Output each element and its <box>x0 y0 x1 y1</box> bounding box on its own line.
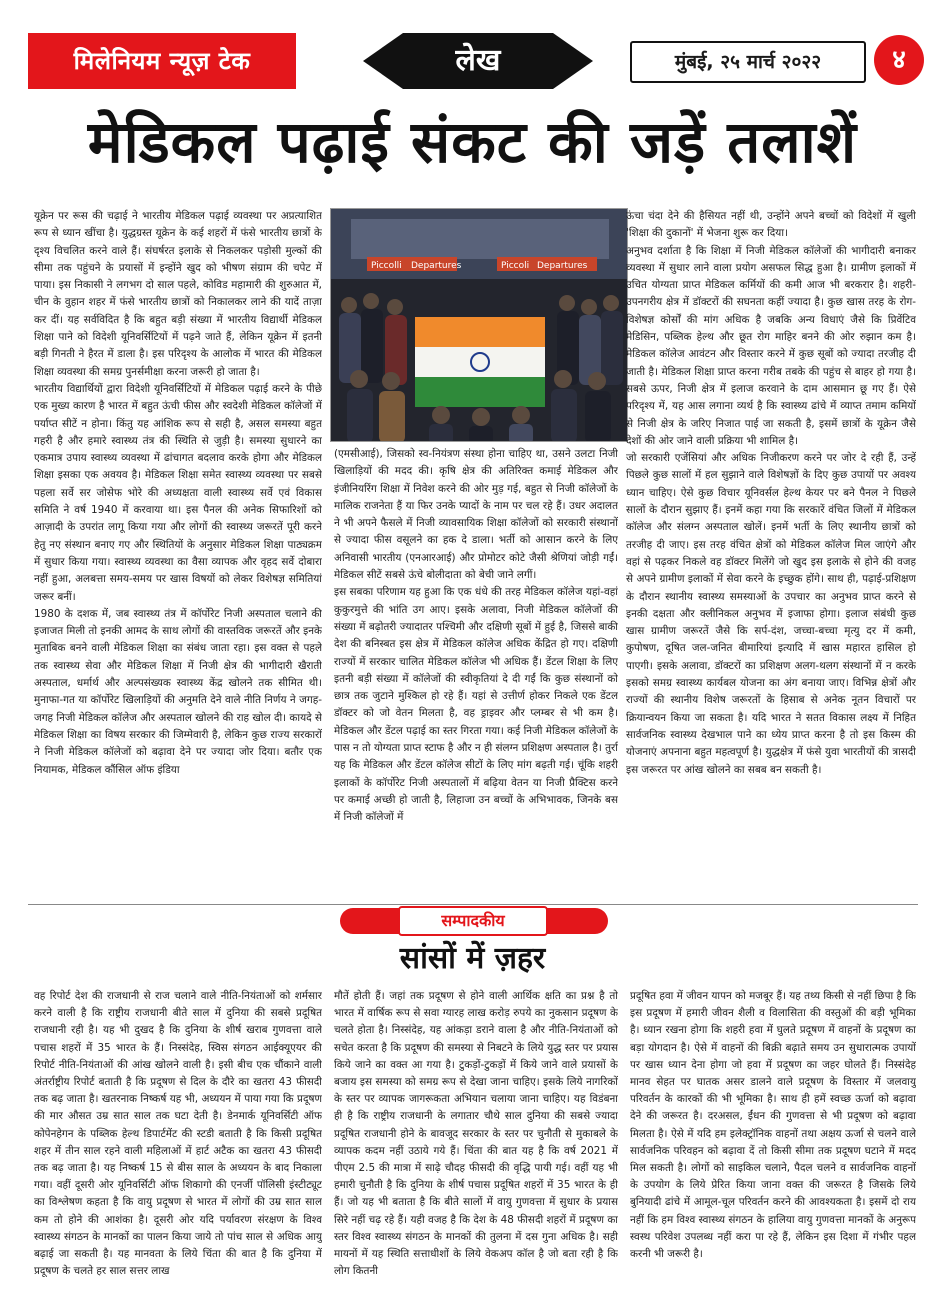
article-paragraph: (एमसीआई), जिसको स्व-नियंत्रण संस्था होना चाहिए था, उसने उलटा निजी खिलाड़ियों की मदद की। कृषि क्षेत्र की अतिरिक्त कमाई मेडिकल और इंजीनियरिंग शिक्षा में निवेश करने की ओर मुड़ गई, बहुत से निजी कॉलेजों के मालिक राजनेता हैं या फिर उनके प्यादों के नाम पर चल रहे हैं। उधर अदालत ने भी अपने फैसले में निजी व्यावसायिक शिक्षा कॉलेजों को सरकारी संस्थानों से ज्यादा फीस वसूलने का हक दे डाला। भर्ती को आसान करने के लिए अनिवासी भारतीय (एनआरआई) और प्रोमोटर कोटे जैसी श्रेणियां जोड़ी गईं। मेडिकल सीटें सबसे ऊंचे बोलीदाता को बेची जाने लगीं। <box>334 448 618 582</box>
page-title: मेडिकल पढ़ाई संकट की जड़ें तलाशें <box>87 108 858 176</box>
editorial-paragraph: प्रदूषित हवा में जीवन यापन को मजबूर हैं। यह तथ्य किसी से नहीं छिपा है कि इस प्रदूषण में हमारी जीवन शैली व विलासिता की वस्तुओं की बड़ी भूमिका है। ध्यान रखना होगा कि शहरी हवा में घुलते प्रदूषण में वाहनों के प्रदूषण का बड़ा योगदान है। ऐसे में वाहनों की बिक्री बढ़ाते समय उन सुधारात्मक उपायों पर खास ध्यान देना होगा जो हवा में प्रदूषण का जहर घोलते हैं। निस्संदेह मानव सेहत पर घातक असर डालने वाले प्रदूषण के विस्तार में जलवायु परिवर्तन के कारकों की भी भूमिका है। साथ ही हमें स्वच्छ ऊर्जा को बढ़ावा देने की जरूरत है। दरअसल, ईंधन की गुणवत्ता से भी प्रदूषण को बढ़ावा मिलता है। ऐसे में यदि हम इलेक्ट्रॉनिक वाहनों तथा अक्षय ऊर्जा से चलने वाले सार्वजनिक परिवहन को बढ़ावा दें तो किसी सीमा तक प्रदूषण घटाने में मदद मिल सकती है। लोगों को साइकिल चलाने, पैदल चलने व सार्वजनिक वाहनों के उपयोग के लिये प्रेरित किया जाना वक्त की जरूरत है जिसके लिये बुनियादी ढांचे में आमूल-चूल परिवर्तन करने की आवश्यकता है। इसमें दो राय नहीं कि हम विश्व स्वास्थ्य संगठन के हालिया वायु गुणवत्ता मानकों के अनुरूप स्वस्थ परिवेश उपलब्ध नहीं करा पा रहे हैं, लेकिन इस दिशा में गंभीर पहल करनी भी जरूरी है। <box>630 990 916 1261</box>
article-column-3 <box>626 208 916 896</box>
article-paragraph: भारतीय विद्यार्थियों द्वारा विदेशी यूनिवर्सिटियों में मेडिकल पढ़ाई करने के पीछे एक मुख्य कारण है भारत में बहुत ऊंची फीस और स्वदेशी मेडिकल कॉलेजों में पर्याप्त सीटें न होना। किंतु यह आंशिक रूप से सही है, असल समस्या बहुत गहरी है और हमारे स्वास्थ्य तंत्र की स्थिति से जुड़ी है। समस्या सुधारने का एकमात्र उपाय स्वास्थ्य व्यवस्था में ढांचागत बदलाव करके होगा और मेडिकल शिक्षा इसका एक अवयव है। मेडिकल शिक्षा समेत स्वास्थ्य व्यवस्था पर सबसे पहला सर्वे सर जोसेफ भोरे की अध्यक्षता वाली स्वास्थ्य सर्वे एवं विकास समिति ने वर्ष 1940 में करवाया था। इस पैनल की अनेक सिफारिशों को आज़ादी के उपरांत लागू किया गया और लोगों की स्वास्थ्य जरूरतें पूरी करने हेतु नए संस्थान बनाए गए और स्थितियों के अनुसार मेडिकल शिक्षा पाठ्यक्रम में सुधार किया गया। स्वास्थ्य व्यवस्था का वैसा व्यापक और वृहद सर्वे दोबारा नहीं हुआ, अलबत्ता समय-समय पर खास विषयों को लेकर विशेषज्ञ समितियां जरूर बनीं। <box>34 382 322 603</box>
sign-text: Piccolli <box>371 261 402 271</box>
section-label: लेख <box>403 33 553 89</box>
sign-text: Piccoli <box>501 261 530 271</box>
article-paragraph: इस सबका परिणाम यह हुआ कि एक धंधे की तरह मेडिकल कॉलेज यहां-वहां कुकुरमुत्ते की भांति उग आए। इसके अलावा, निजी मेडिकल कॉलेजों की संख्या में बढ़ोतरी ज्यादातर पश्चिमी और दक्षिणी सूबों में हुई है, जिससे बाकी देश की बनिस्बत इस क्षेत्र में मेडिकल कॉलेज अधिक केंद्रित हो गए। दक्षिणी राज्यों में सरकार चालित मेडिकल कॉलेज भी अधिक हैं। डेंटल शिक्षा के लिए इतनी बड़ी संख्या में कॉलेजों की स्वीकृतियां दे दी गईं कि कुछ संस्थानों को छात्र तक जुटाने मुश्किल हो रहे हैं। यहां से उत्तीर्ण होकर निकले एक डेंटल डॉक्टर को जो वेतन मिलता है, वह ड्राइवर और प्लम्बर से भी कम है। मेडिकल और डेंटल पढ़ाई का स्तर गिरता गया। कई निजी मेडिकल कॉलेजों के पास न तो योग्यता प्राप्त स्टाफ है और न ही संलग्न प्रशिक्षण अस्पताल है। तुर्रा यह कि मेडिकल और डेंटल कॉलेज सीटों के लिए मांग बढ़ती गई। चूंकि शहरी इलाकों के कॉर्पोरेट निजी अस्पतालों में बढ़िया वेतन या निजी प्रैक्टिस करने पर कमाई अच्छी हो जाती है, लिहाजा उन बच्चों के अभिभावक, जिनके बस में निजी कॉलेजों में <box>334 586 618 824</box>
article-paragraph: जो सरकारी एजेंसियां और अधिक निजीकरण करने पर जोर दे रही हैं, उन्हें पिछले कुछ सालों में हल सुझाने वाले विशेषज्ञों के दिए कुछ उपायों पर अवश्य ध्यान चाहिए। ऐसे कुछ विचार यूनिवर्सल हेल्थ केयर पर बने पैनल ने पिछले सालों के दौरान सुझाए हैं। इनमें कहा गया कि सरकारें वंचित जिलों में मेडिकल कॉलेज और संलग्न अस्पताल खोलें। इनमें भर्ती के लिए स्थानीय छात्रों को तरजीह दी जाए। इस तरह वंचित क्षेत्रों को मेडिकल कॉलेज मिल जाएंगे और वहां से पढ़कर निकले वह डॉक्टर मिलेंगे जो खुद इस इलाके से होने की वजह से अपने ग्रामीण इलाकों में सेवा करने के इच्छुक होंगे। साथ ही, पढ़ाई-प्रशिक्षण के दौरान स्थानीय स्वास्थ्य समस्याओं के उपचार का अनुभव प्राप्त करने से इनकी दक्षता और क्लीनिकल अनुभव में इजाफा होगा। इलाज संबंधी कुछ खास ग्रामीण जरूरतें जैसे कि सर्प-दंश, जच्चा-बच्चा मृत्यु दर में कमी, कुपोषण, दूषित जल-जनित बीमारियां इत्यादि में खास महारत हासिल हो पाएगी। इसके अलावा, डॉक्टरों का प्रशिक्षण अलग-थलग संस्थानों में न करके इसको समग्र स्वास्थ्य कार्यबल योजना का अंग बनाया जाए। विभिन्न क्षेत्रों और राज्यों की स्थानीय विशेष जरूरतों के हिसाब से अनेक नूतन विचारों पर क्रियान्वयन किया जा सकता है। यदि भारत ने सतत विकास लक्ष्य में निहित सार्वजनिक स्वास्थ्य देखभाल पाने का ध्येय प्राप्त करना है तो इस किस्म की योजनाएं अपनाना बहुत महत्वपूर्ण है। युद्धक्षेत्र में फंसे युवा भारतीयों की त्रासदी इस जरूरत पर आंख खोलने का सबब बन सकती है। <box>626 452 916 776</box>
students-with-flag-image <box>331 209 628 442</box>
brand-name: मिलेनियम न्यूज़ टेक <box>28 33 296 89</box>
editorial-banner <box>340 908 608 934</box>
masthead <box>28 33 920 91</box>
editorial-title: सांसों में ज़हर <box>399 941 546 976</box>
flag-icon <box>415 317 545 407</box>
editorial-paragraph: मौतें होती हैं। जहां तक प्रदूषण से होने वाली आर्थिक क्षति का प्रश्न है तो भारत में वार्षिक रूप से सवा ग्यारह लाख करोड़ रुपये का नुकसान प्रदूषण के चलते होता है। निस्संदेह, यह आंकड़ा डराने वाला है और नीति-नियंताओं को सचेत करता है कि प्रदूषण की समस्या से निबटने के लिये युद्ध स्तर पर प्रयास किये जाने का वक्त आ गया है। टुकड़ों-टुकड़ों में किये जाने वाले प्रयासों के बजाय इस समस्या को समग्र रूप से देखा जाना चाहिए। इसके लिये नागरिकों के स्तर पर व्यापक जागरूकता अभियान चलाया जाना चाहिए। यह विडंबना ही है कि राष्ट्रीय राजधानी के लगातार चौथे साल दुनिया की सबसे ज्यादा प्रदूषित राजधानी होने के बावजूद सरकार के स्तर पर चुनौती से मुकाबले के व्यापक कदम नहीं उठाये गये हैं। चिंता की बात यह है कि वर्ष 2021 में पीएम 2.5 की मात्रा में साढ़े चौदह फीसदी की वृद्धि पायी गई। वहीं यह भी हमारी चुनौती है कि दुनिया के शीर्ष पचास प्रदूषित शहरों में 35 भारत के ही हैं। जो यह भी बताता है कि बीते सालों में वायु गुणवत्ता में सुधार के प्रयास सिरे नहीं चढ़ रहे हैं। यही वजह है कि देश के 48 फीसदी शहरों में प्रदूषण का स्तर विश्व स्वास्थ्य संगठन के मानकों की तुलना में दस गुना अधिक है। सही मायनों में यह स्थिति सत्ताधीशों के लिये वेकअप कॉल है जो बता रही है कि लोग कितनी <box>334 990 618 1278</box>
article-paragraph: 1980 के दशक में, जब स्वास्थ्य तंत्र में कॉर्पोरेट निजी अस्पताल चलाने की इजाजत मिली तो इनकी आमद के साथ लोगों की वास्तविक जरूरतें और इनके मुताबिक बनने वाली मेडिकल शिक्षा का संबंध जाता रहा। इस वक्त से पहले तक स्वास्थ्य सेवा और मेडिकल शिक्षा में निजी क्षेत्र की भागीदारी खैराती अस्पताल, धर्मार्थ और अल्पसंख्यक स्वास्थ्य केंद्र खोलने तक सीमित थी। मुनाफा-गत या कॉर्पोरेट खिलाड़ियों की अनुमति देने वाले नीति निर्णय ने जगह-जगह निजी मेडिकल कॉलेज और अस्पताल खोलने की राह खोल दी। कायदे से मेडिकल शिक्षा का विषय सरकार की जिम्मेवारी है, लेकिन कुछ राज्य सरकारों ने निजी मेडिकल कॉलेजों को बढ़ावा देने पर ज्यादा जोर दिया। बतौर एक नियामक, मेडिकल कौंसिल ऑफ इंडिया <box>34 607 322 776</box>
article-paragraph: अनुभव दर्शाता है कि शिक्षा में निजी मेडिकल कॉलेजों की भागीदारी बनाकर व्यवस्था में सुधार लाने वाला प्रयोग असफल सिद्ध हुआ है। ग्रामीण इलाकों में उचित योग्यता प्राप्त मेडिकल कर्मियों की कमी आज भी बरकरार है। शहरी-उपनगरीय क्षेत्र में डॉक्टरों की सघनता कहीं ज्यादा है। कुछ खास तरह के रोग-विशेषज्ञ कोर्सों की मांग अधिक है जबकि अन्य विधाएं जैसे कि प्रिवेंटिव मेडिसिन, पब्लिक हेल्थ और छूत रोग माहिर बनने की ओर रुझान कम है। मेडिकल कॉलेज आवंटन और विस्तार करने में कुछ सूबों को ज्यादा तरजीह दी जाती है। मेडिकल शिक्षा प्राप्त करना गरीब तबके की पहुंच से बाहर हो गया है। सबसे ऊपर, निजी क्षेत्र में इलाज करवाने के दाम आसमान छू गए हैं। ऐसे परिदृश्य में, यह आस लगाना व्यर्थ है कि स्वास्थ्य ढांचे में व्याप्त तमाम कमियों से निजी क्षेत्र के जरिए निजात पाई जा सकती है, इसमें छात्रों के यूक्रेन जैसे देशों की ओर जाने वाली प्रक्रिया भी शामिल है। <box>626 244 916 447</box>
editorial-column-1 <box>34 988 322 1284</box>
editorial-paragraph: वह रिपोर्ट देश की राजधानी से राज चलाने वाले नीति-नियंताओं को शर्मसार करने वाली है कि राष्ट्रीय राजधानी बीते साल में दुनिया की सबसे प्रदूषित राजधानी रही है। यह भी दुखद है कि दुनिया के शीर्ष खराब गुणवत्ता वाले पचास शहरों में 35 भारत के हैं। निस्संदेह, स्विस संगठन आईक्यूएयर की रिपोर्ट नीति-नियंताओं की आंख खोलने वाली है। इसी बीच एक चौंकाने वाली अंतर्राष्ट्रीय रिपोर्ट बताती है कि प्रदूषण से दिल के दौरे का खतरा 43 फीसदी तक बढ़ जाता है। खतरनाक निष्कर्ष यह भी, अध्ययन में पाया गया कि प्रदूषण की मार औसत उम्र सात साल तक घटा देती है। डेनमार्क यूनिवर्सिटी ऑफ कोपेनहेगन के पब्लिक हेल्थ डिपार्टमेंट की स्टडी बताती है कि किसी प्रदूषित शहर में तीन साल रहने वाली महिलाओं में हार्ट अटैक का खतरा 43 फीसदी तक बढ़ जाता है। यह निष्कर्ष 15 से बीस साल के अध्ययन के बाद निकाला गया। वहीं दूसरी ओर यूनिवर्सिटी ऑफ शिकागो की एनर्जी पॉलिसी इंस्टीट्यूट का विश्लेषण कहता है कि वायु प्रदूषण से भारत में लोगों की उम्र सात साल कम तो होने की आशंका है। दूसरी ओर यदि पर्यावरण संरक्षण के विश्व स्वास्थ्य संगठन के मानकों का पालन किया जाये तो पांच साल से अधिक आयु बढ़ाई जा सकती है। यह मानवता के लिये चिंता की बात है कि दुनिया में प्रदूषण के चलते हर साल सत्तर लाख <box>34 990 322 1278</box>
news-photo <box>330 208 628 442</box>
article-paragraph: यूक्रेन पर रूस की चढ़ाई ने भारतीय मेडिकल पढ़ाई व्यवस्था पर अप्रत्याशित रूप से ध्यान खींचा है। युद्धग्रस्त यूक्रेन के कई शहरों में फंसे भारतीय छात्रों के दृश्य विचलित करने वाले हैं। संघर्षरत इलाके से निकलकर पड़ोसी मुल्कों की सीमा तक पहुंचने के प्रयासों में इन्होंने खुद को भीषण संग्राम की चपेट में पाया। इस निकासी ने लगभग दो साल पहले, कोविड महामारी की शुरुआत में, चीन के वुहान शहर में फंसे भारतीय छात्रों को निकालकर लाने की यादें ताज़ा कर दीं। यह सर्वविदित है कि बहुत बड़ी संख्या में भारतीय विद्यार्थी मेडिकल शिक्षा पाने को विदेशी यूनिवर्सिटियों में पढ़ने जाते हैं, लेकिन यूक्रेन में इतनी बड़ी गिनती ने हैरत में डाला है। इस परिदृश्य के आलोक में भारत की मेडिकल शिक्षा व्यवस्था की समग्र पुनर्समीक्षा करना जरूरी हो जाता है। <box>34 210 322 378</box>
sign-text: Departures <box>411 261 462 271</box>
editorial-column-3 <box>630 988 916 1284</box>
sign-text: Departures <box>537 261 588 271</box>
editorial-column-2 <box>334 988 618 1284</box>
article-column-1 <box>34 208 322 896</box>
dateline: मुंबई, २५ मार्च २०२२ <box>630 41 866 83</box>
editorial-label: सम्पादकीय <box>398 906 548 936</box>
article-column-2 <box>334 446 618 896</box>
article-paragraph: ऊंचा चंदा देने की हैसियत नहीं थी, उन्होंने अपने बच्चों को विदेशों में खुली 'शिक्षा की दुकानों' में भेजना शुरू कर दिया। <box>626 210 916 240</box>
page-number: ४ <box>874 35 924 85</box>
